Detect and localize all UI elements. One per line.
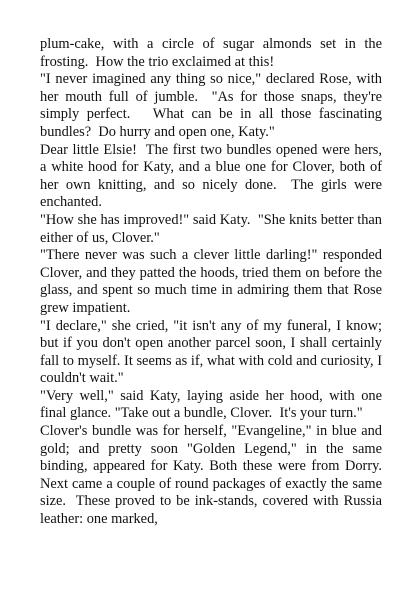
paragraph-plum-cake: plum-cake, with a circle of sugar almonds set in the frosting. How the trio exclaimed at this!: [40, 36, 386, 70]
paragraph-katy-very-well: "Very well," said Katy, laying aside her hood, with one final glance. "Take out a bundle, Clover. It's your turn.": [40, 387, 386, 422]
page-text: [40, 36, 390, 529]
paragraph-rose-remark: "I never imagined any thing so nice," declared Rose, with her mouth full of jumble. "As for those snaps, they're simply perfect. What can be in all those fascinating bundles? Do hurry and open one, Katy.": [40, 71, 386, 140]
paragraph-rose-declares: "I declare," she cried, "it isn't any of my funeral, I know; but if you don't open another parcel soon, I shall certainly fall to myself. It seems as if, what with cold and curiosity, I couldn't wait.": [40, 317, 386, 387]
paragraph-clover-bundle: Clover's bundle was for herself, "Evangeline," in blue and gold; and pretty soon "Golden Legend," in the same binding, appeared for Katy. Both these were from Dorry. Next came a couple of round packages of exactly the same size. These proved to be ink-stands, covered with Russia leather: one marked,: [40, 423, 390, 528]
paragraph-katy-remark: "How she has improved!" said Katy. "She knits better than either of us, Clover.": [40, 211, 386, 246]
paragraph-clover-response: "There never was such a clever little darling!" responded Clover, and they patted the hoods, tried them on before the glass, and spent so much time in admiring them that Rose grew impatient.: [40, 247, 386, 316]
paragraph-elsie-bundles: Dear little Elsie! The first two bundles opened were hers, a white hood for Katy, and a blue one for Clover, both of her own knitting, and so nicely done. The girls were enchanted.: [40, 141, 386, 211]
